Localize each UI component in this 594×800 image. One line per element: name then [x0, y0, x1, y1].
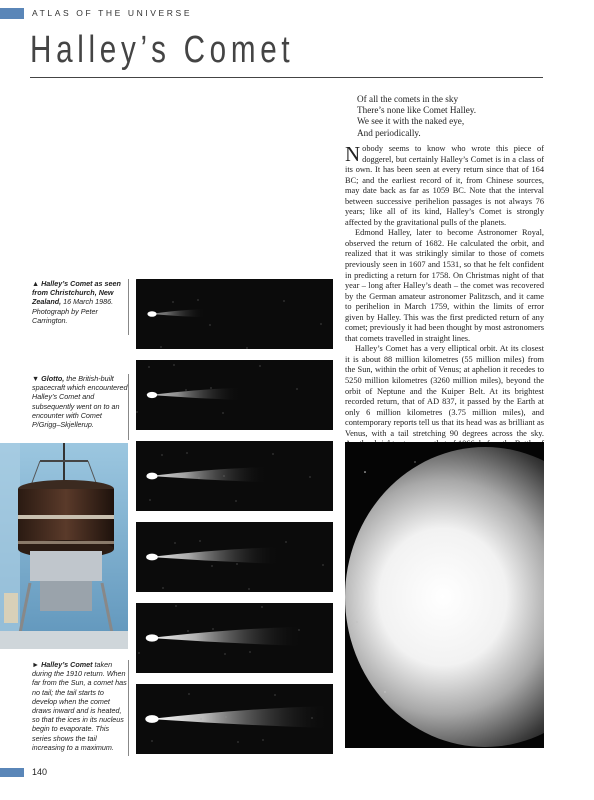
background-star	[260, 366, 261, 367]
background-star	[284, 301, 285, 302]
comet-nucleus	[146, 634, 159, 641]
poem-line: We see it with the naked eye,	[357, 116, 465, 127]
background-star	[310, 477, 311, 478]
comet-tail	[150, 388, 240, 400]
background-star	[176, 606, 177, 607]
background-star	[163, 588, 164, 589]
poem-line: Of all the comets in the sky	[357, 94, 459, 104]
background-star	[250, 652, 251, 653]
page-title: Halley’s Comet	[30, 29, 295, 71]
background-star	[249, 589, 250, 590]
background-star	[286, 542, 287, 543]
background-star	[236, 501, 237, 502]
caption-divider	[128, 660, 129, 756]
background-star	[162, 455, 163, 456]
background-star	[273, 454, 274, 455]
comet-nucleus	[147, 392, 157, 398]
comet-photo-1910-4	[136, 603, 333, 673]
background-star	[210, 325, 211, 326]
comet-photo-1910-5	[136, 684, 333, 754]
background-star	[186, 390, 187, 391]
background-star	[175, 543, 176, 544]
background-star	[263, 740, 264, 741]
background-star	[187, 453, 188, 454]
background-star	[173, 302, 174, 303]
background-star	[150, 500, 151, 501]
paragraph-text: obody seems to know who wrote this piece of doggerel, but certainly Halley’s Comet is in a class of its own. It has been seen at every return since that of 164 BC; and the earliest record of it, from Chinese sources, may date back as far as 1059 BC. Note that the interval between successive perihelion passages is not always 76 years; like all of its kind, Halley’s Comet is strongly affected by the gravitational pulls of the planets.	[345, 144, 544, 227]
background-star	[212, 566, 213, 567]
background-star	[225, 654, 226, 655]
background-star	[152, 741, 153, 742]
background-star	[149, 367, 150, 368]
background-star	[262, 607, 263, 608]
background-star	[237, 564, 238, 565]
background-star	[189, 694, 190, 695]
footer-accent-bar	[0, 768, 24, 777]
comet-nucleus	[145, 715, 158, 723]
header-accent-bar	[0, 8, 24, 19]
caption-divider	[128, 279, 129, 335]
background-star	[321, 324, 322, 325]
caption-bold: ▼ Glotto,	[32, 374, 65, 383]
background-star	[136, 279, 137, 280]
background-star	[174, 365, 175, 366]
comet-tail	[150, 706, 328, 728]
comet-tail	[150, 467, 266, 482]
comet-nucleus	[146, 554, 158, 561]
caption-bold: ▲ Halley’s Comet as seen from Christchurch, New Zealand,	[32, 279, 121, 307]
background-star	[224, 476, 225, 477]
comet-head-closeup-photo	[345, 442, 544, 748]
caption-christchurch	[32, 279, 128, 325]
background-star	[323, 565, 324, 566]
caption-giotto	[32, 374, 128, 429]
title-rule	[30, 77, 543, 78]
caption-bold: ► Halley’s Comet	[32, 660, 93, 669]
caption-1910	[32, 660, 128, 752]
giotto-spacecraft-photo	[0, 443, 128, 649]
background-star	[211, 388, 212, 389]
background-star	[213, 629, 214, 630]
background-star	[137, 412, 138, 413]
background-star	[139, 653, 140, 654]
background-star	[198, 300, 199, 301]
background-star	[247, 348, 248, 349]
comet-photo-1910-3	[136, 522, 333, 592]
background-star	[299, 630, 300, 631]
caption-text: the British-built spacecraft which encountered Halley’s Comet and subsequently went on to an encounter with Comet P/Grigg–Skjellerup.	[32, 374, 128, 430]
background-star	[188, 631, 189, 632]
caption-divider	[128, 374, 129, 440]
caption-text: 16 March 1986. Photograph by Peter Carrington.	[32, 297, 114, 325]
comet-tail	[150, 627, 301, 646]
paragraph	[345, 144, 544, 228]
comet-tail	[150, 309, 205, 317]
caption-text: taken during the 1910 return. When far from the Sun, a comet has no tail; the tail starts to develop when the comet draws inward and is heated, so that the ices in its nucleus begin to evaporate. This series shows the tail increasing to a maximum.	[32, 660, 127, 752]
drop-cap: N	[345, 142, 361, 166]
background-star	[238, 742, 239, 743]
comet-photo-1910-2	[136, 441, 333, 511]
paragraph: Halley’s Comet has a very elliptical orbit. At its closest it is about 88 million kilometres (55 million miles) from the Sun, within the orbit of Venus; at aphelion it recedes to 5250 million kilometres (3260 million miles), beyond the orbit of Neptune and the Kuiper Belt. At its brightest recorded return, that of AD 837, it passed by the Earth at only 6 million kilometres (3.75 million miles), and contemporary reports tell us that its head was as brilliant as Venus, with a tail stretching 90 degrees across the sky.	[345, 344, 544, 438]
paragraph: Edmond Halley, later to become Astronomer Royal, observed the return of 1682. He calculated the orbit, and realized that it was strikingly similar to those of comets previously seen in 1607 and 1531, so that he felt confident in predicting a return for 1758. On Christmas night of that year – long after Halley’s death – the comet was recovered by the German amateur astronomer Palitzsch, and it came to perihelion in March 1759, within the limits of error given by Halley. This was the first predicted return of any comet; previously it had been thought by most astronomers that comets travelled in straight lines.	[345, 228, 544, 343]
background-star	[223, 413, 224, 414]
comet-photo-1986	[136, 279, 333, 349]
background-star	[200, 541, 201, 542]
comet-tail	[150, 547, 279, 564]
background-star	[312, 718, 313, 719]
background-star	[201, 719, 202, 720]
background-star	[275, 695, 276, 696]
poem	[357, 94, 476, 139]
background-star	[297, 389, 298, 390]
article-body	[345, 144, 544, 460]
background-star	[161, 347, 162, 348]
series-title: ATLAS OF THE UNIVERSE	[32, 8, 193, 18]
background-star	[226, 717, 227, 718]
comet-nucleus	[146, 473, 157, 480]
comet-photo-1910-1	[136, 360, 333, 430]
poem-line: There’s none like Comet Halley.	[357, 105, 477, 116]
background-star	[199, 478, 200, 479]
poem-line: And periodically.	[357, 127, 421, 138]
page-number: 140	[32, 767, 48, 777]
comet-nucleus	[147, 311, 156, 317]
